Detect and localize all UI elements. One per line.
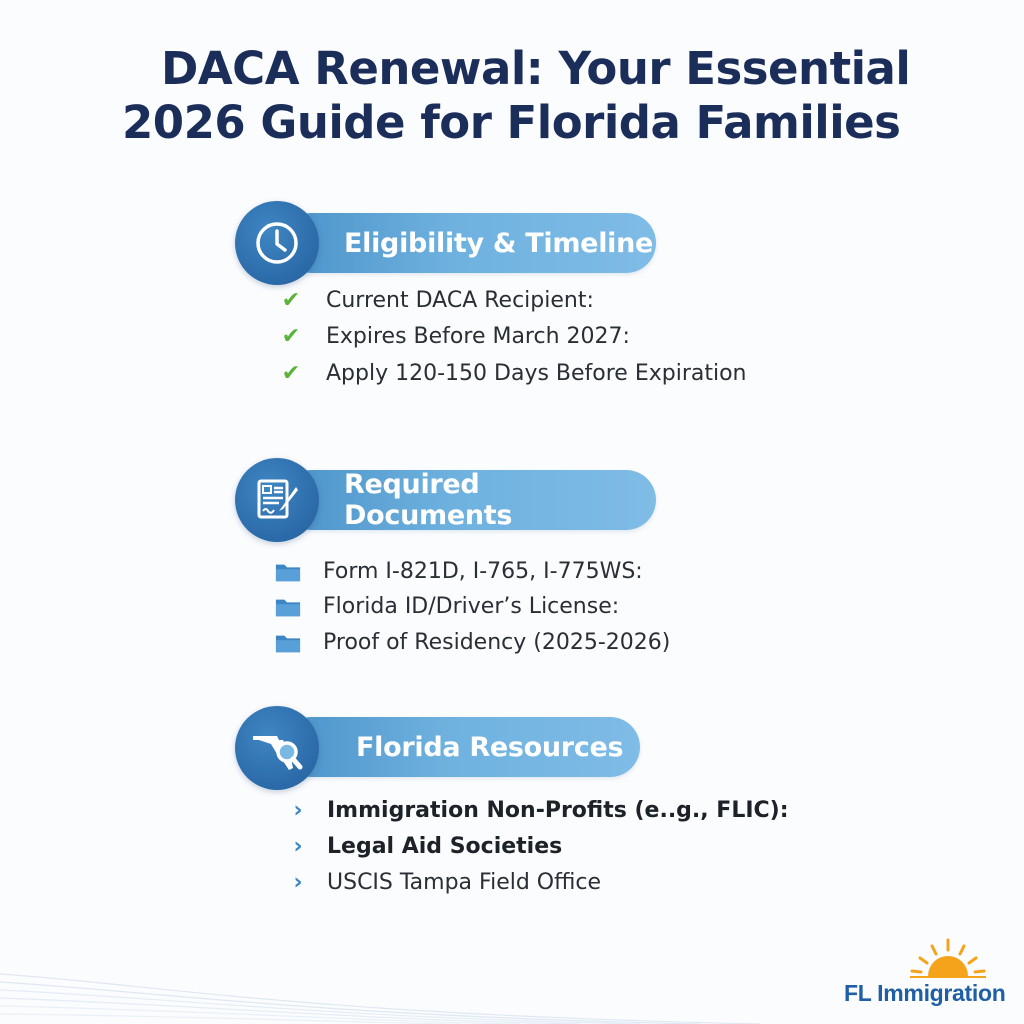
list-item-text: Apply 120-150 Days Before Expiration [326, 361, 747, 386]
list-item [278, 361, 747, 386]
logo-text: FL Immigration [844, 980, 1006, 1006]
check-icon: ✔ [281, 288, 301, 313]
document-pen-icon [235, 458, 319, 542]
list-item-text: Current DACA Recipient: [326, 288, 594, 313]
list-item [289, 834, 562, 859]
section-heading-text: Florida Resources [356, 731, 624, 763]
check-icon: ✔ [281, 361, 301, 386]
list-item-text: Form I-821D, I-765, I-775WS: [323, 559, 643, 584]
list-item [275, 559, 643, 584]
folder-icon [275, 596, 301, 618]
sun-icon [906, 938, 990, 980]
check-icon: ✔ [281, 324, 301, 349]
list-item-text: USCIS Tampa Field Office [327, 870, 602, 895]
page-title [0, 42, 1024, 150]
section-heading-text: Required Documents [344, 469, 513, 531]
title-line-2: 2026 Guide for Florida Families [122, 96, 901, 149]
list-item [289, 870, 601, 895]
list-item [278, 288, 594, 313]
clock-icon [235, 201, 319, 285]
list-item [278, 324, 630, 349]
chevron-right-icon: › [293, 870, 303, 895]
list-item-text: Legal Aid Societies [327, 834, 563, 859]
list-item-text: Proof of Residency (2025-2026) [323, 630, 671, 655]
chevron-right-icon: › [293, 798, 303, 823]
list-item [289, 798, 789, 823]
section-heading-eligibility [282, 213, 656, 273]
chevron-right-icon: › [293, 834, 303, 859]
title-line-1: DACA Renewal: Your Essential [161, 42, 911, 95]
florida-map-search-icon [235, 706, 319, 790]
section-heading-resources [282, 717, 640, 777]
list-item-text: Immigration Non-Profits (e..g., FLIC): [327, 798, 789, 823]
decorative-waves [0, 954, 760, 1024]
section-heading-text: Eligibility & Timeline [344, 227, 654, 259]
list-item-text: Expires Before March 2027: [326, 324, 630, 349]
folder-icon [275, 561, 301, 583]
list-item [275, 630, 670, 655]
section-heading-documents [282, 470, 656, 530]
list-item-text: Florida ID/Driver’s License: [323, 594, 620, 619]
folder-icon [275, 632, 301, 654]
list-item [275, 594, 619, 619]
